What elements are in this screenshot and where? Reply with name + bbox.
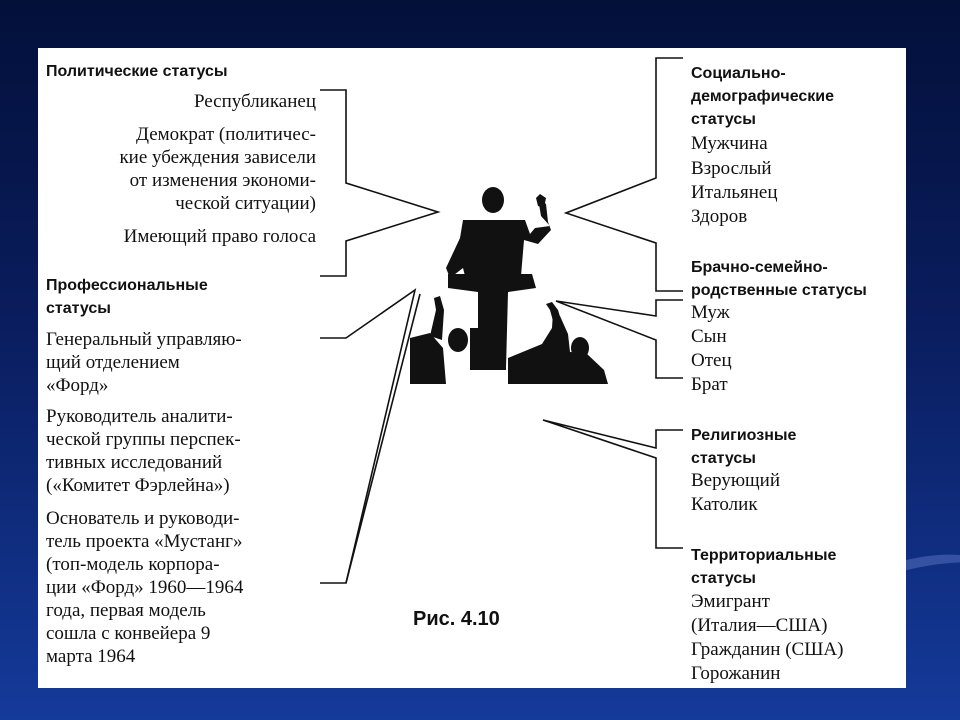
marital-item-husband: Муж <box>691 302 730 323</box>
professional-item-3-line3: (топ-модель корпора- <box>46 554 220 575</box>
territorial-heading-line2: статусы <box>691 570 756 587</box>
territorial-item-italy-usa: (Италия—США) <box>691 615 828 636</box>
religious-heading-line2: статусы <box>691 450 756 467</box>
professional-statuses-heading-line1: Профессиональные <box>46 277 208 294</box>
religious-item-believer: Верующий <box>691 470 781 491</box>
religious-bracket <box>543 420 683 548</box>
territorial-item-citizen: Гражданин (США) <box>691 639 844 660</box>
political-statuses-heading: Политические статусы <box>46 63 228 80</box>
professional-item-3-line1: Основатель и руководи- <box>46 508 240 529</box>
professional-item-3-line6: сошла с конвейера 9 <box>46 623 211 644</box>
political-item-democrat-line3: от изменения экономи- <box>129 170 316 191</box>
professional-statuses-heading-line2: статусы <box>46 300 111 317</box>
marital-heading-line2: родственные статусы <box>691 282 867 299</box>
political-bracket <box>320 90 438 276</box>
marital-item-brother: Брат <box>691 374 728 395</box>
socio-item-male: Мужчина <box>691 133 768 154</box>
religious-heading-line1: Религиозные <box>691 427 797 444</box>
socio-item-adult: Взрослый <box>691 158 772 179</box>
territorial-heading-line1: Территориальные <box>691 547 837 564</box>
professional-item-2-line3: тивных исследований <box>46 452 223 473</box>
professional-item-2-line4: («Комитет Фэрлейна») <box>46 475 230 496</box>
professional-item-3-line4: ции «Форд» 1960—1964 <box>46 577 244 598</box>
political-item-republican: Республиканец <box>193 91 316 112</box>
socio-demographic-heading-line1: Социально- <box>691 65 786 82</box>
political-item-democrat-line4: ческой ситуации) <box>175 193 316 214</box>
professional-item-3-line7: марта 1964 <box>46 646 136 667</box>
figure-caption: Рис. 4.10 <box>413 608 500 630</box>
marital-item-father: Отец <box>691 350 732 371</box>
professional-item-1-line1: Генеральный управляю- <box>46 329 242 350</box>
political-item-democrat-line1: Демократ (политичес- <box>136 124 316 145</box>
diagram-sheet <box>38 48 906 688</box>
socio-demographic-heading-line3: статусы <box>691 111 756 128</box>
socio-item-healthy: Здоров <box>691 206 748 227</box>
political-item-voter: Имеющий право голоса <box>123 226 316 247</box>
territorial-item-townsman: Горожанин <box>691 663 781 684</box>
socio-item-italian: Итальянец <box>691 182 778 203</box>
professional-item-2-line1: Руководитель аналити- <box>46 406 233 427</box>
professional-bracket-arrow <box>346 294 420 583</box>
religious-item-catholic: Католик <box>691 494 758 515</box>
professional-item-3-line2: тель проекта «Мустанг» <box>46 531 243 552</box>
socio-demographic-heading-line2: демографические <box>691 88 835 105</box>
socio-bracket <box>566 58 683 291</box>
professional-item-1-line3: «Форд» <box>46 375 109 396</box>
professional-bracket <box>320 290 415 583</box>
territorial-item-emigrant: Эмигрант <box>691 591 770 612</box>
professional-item-3-line5: года, первая модель <box>46 600 206 621</box>
marital-item-son: Сын <box>691 326 727 347</box>
professional-item-1-line2: щий отделением <box>46 352 180 373</box>
political-item-democrat-line2: кие убеждения зависели <box>119 147 316 168</box>
marital-heading-line1: Брачно-семейно- <box>691 259 828 276</box>
professional-item-2-line2: ческой группы перспек- <box>46 429 241 450</box>
